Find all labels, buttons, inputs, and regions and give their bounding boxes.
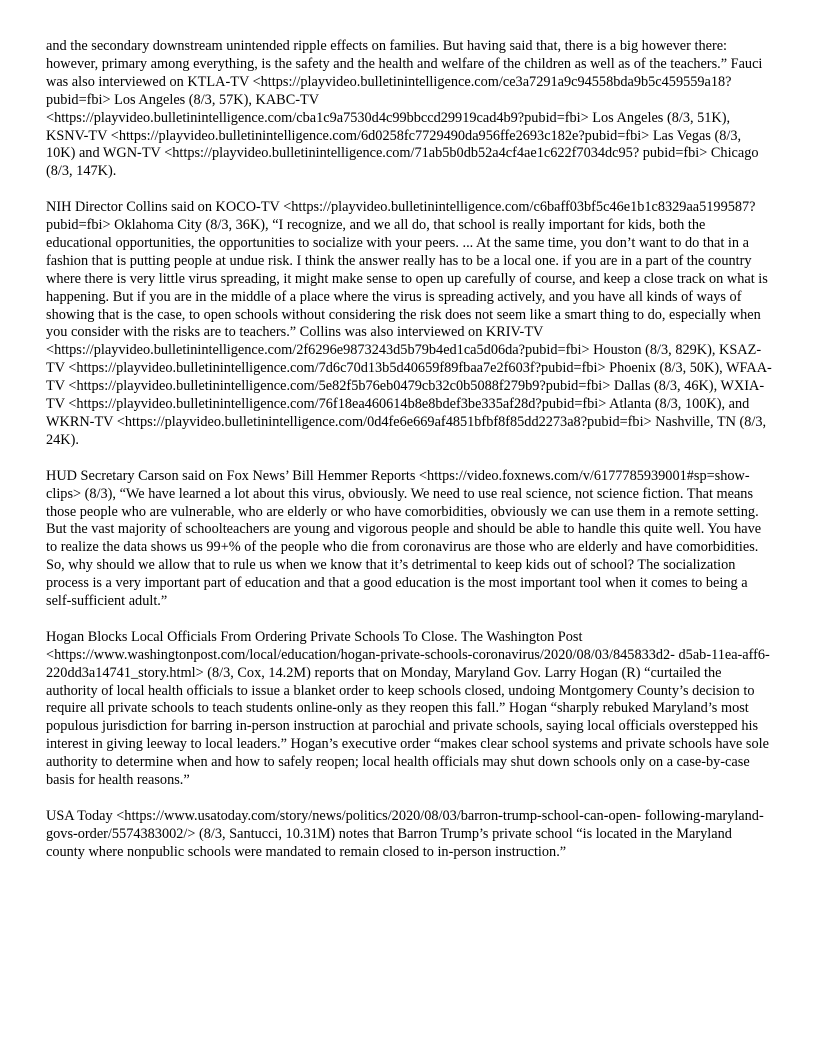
text-line: <https://playvideo.bulletinintelligence.com/ce3a7291a9c94558bda9b5c459559a18?pubid=fbi> Los Angeles (8/3, (46, 73, 732, 108)
text-line: <https://playvideo.bulletinintelligence.com/6d0258fc7729490da956ffe2693c182e?pubid=fbi> Las Vegas (8/3, (110, 127, 742, 144)
text-line: the teachers.” Fauci was also interviewed on KTLA-TV (46, 55, 763, 90)
text-line: reopen this fall.” Hogan “sharply rebuked Maryland’s most populous jurisdiction for barring in-person (46, 700, 749, 735)
text-line: (8/3, 24K). (46, 414, 767, 448)
text-line: opportunities, the opportunities to socialize with your peers. ... At the same time, you don’t want to do that in a (115, 234, 749, 251)
text-line: fashion that is putting people at undue risk. I think the answer really has to be a local one. if you are in a part of (46, 252, 687, 269)
text-line: Los Angeles (8/3, 51K), KSNV-TV (46, 109, 731, 144)
text-line: 57K), KABC-TV <https://playvideo.bulletinintelligence.com/cba1c9a7530d4c99bbccd29919cad4b9?pubid=fbi> (46, 91, 593, 126)
text-line: elderly or who have comorbidities, obviously we can use them in a remote setting. But the vast majority of (46, 503, 759, 538)
paragraph-carson-quote (46, 468, 774, 611)
text-line: 10K) and WGN-TV <https://playvideo.bulletinintelligence.com/71ab5b0db52a4cf4ae1c622f7034dc95? (46, 145, 640, 162)
text-line: undoing Montgomery County’s decision to require all private schools to teach students online-only as they (46, 682, 755, 717)
text-line: 829K), KSAZ-TV <https://playvideo.bulletinintelligence.com/7d6c70d13b5d40659f89fbaa7e2f603f?pubid=fbi> (46, 342, 762, 377)
text-line: comorbidities. So, why should we allow that to rule us when we know that it’s detrimental to keep kids out of (46, 539, 759, 574)
text-line: Atlanta (8/3, 100K), and WKRN-TV (46, 396, 750, 431)
text-line: and the secondary downstream unintended ripple effects on families. But having said that, there is a big however (46, 38, 695, 54)
text-line: Phoenix (8/3, 50K), WFAA-TV (46, 360, 772, 395)
text-line: <https://video.foxnews.com/v/6177785939001#sp=show-clips> (8/3), “We have learned a lot about this virus, (46, 467, 750, 502)
text-line: pubid=fbi> Chicago (8/3, 147K). (46, 145, 759, 180)
text-line: HUD Secretary Carson said on Fox News’ Bill Hemmer Reports (46, 467, 419, 484)
text-line: instruction.” (495, 843, 567, 860)
paragraph-collins-quote (46, 199, 774, 450)
document-page (46, 38, 774, 862)
text-line: 46K), WXIA-TV <https://playvideo.bulletinintelligence.com/76f18ea460614b8e8bdef3be335af28d?pubid=fbi> (46, 378, 765, 413)
text-line: schoolteachers are young and vigorous people and should be able to handle this quite well. You have to realize (46, 521, 762, 556)
text-line: “is located in the Maryland county where nonpublic schools were mandated to remain closed to in-person (46, 825, 732, 860)
text-line: d5ab-11ea-aff6-220dd3a14741_story.html> (8/3, Cox, 14.2M) reports that on Monday, Maryland Gov. Larry (46, 646, 770, 681)
text-line: following-maryland-govs-order/5574383002/> (8/3, Santucci, 10.31M) notes that Barron Trump’s private school (46, 807, 764, 842)
text-line: does not seem like a smart thing to do, especially when you consider with the risks are to teachers.” Collins was (46, 306, 761, 341)
text-line: NIH Director Collins said on KOCO-TV (46, 199, 284, 216)
text-line: also interviewed on KRIV-TV (370, 324, 544, 341)
text-line: school? The socialization process is a very important part of education and that a good education is the most (46, 557, 736, 592)
paragraph-hogan-washington-post (46, 629, 774, 790)
text-line: the country where there is very little virus spreading, it might make sense to open up carefully of course, and (46, 252, 752, 287)
text-line: (8/3, 36K), “I recognize, and we all do, that school is really important for kids, both the educational (46, 217, 706, 251)
text-line: obviously. We need to use real science, not science fiction. That means those people who are vulnerable, who are (46, 485, 754, 520)
text-line: local leaders.” Hogan’s executive order “makes clear school systems and private schools have sole authority to (46, 736, 769, 771)
text-line: instruction at parochial and private schools, saying local officials overstepped his interest in giving leeway to (46, 718, 759, 753)
text-line: the data shows us 99+% of the people who die from coronavirus are those who are elderly and have (102, 539, 677, 556)
text-line: keep a close track on what is happening. But if you are in the middle of a place where the virus is spreading (46, 270, 768, 305)
text-line: USA Today <https://www.usatoday.com/story/news/politics/2020/08/03/barron-trump-school-can-open- (46, 807, 642, 824)
text-line: Hogan Blocks Local Officials From Ordering Private Schools To Close. The Washington Post (46, 628, 583, 645)
text-line: determine when and how to safely reopen; local health officials may shut down schools only on a case-by-case (115, 754, 750, 771)
text-line: <https://playvideo.bulletinintelligence.com/5e82f5b76eb0479cb32c0b5088f279b9?pubid=fbi> Dallas (8/3, (68, 378, 685, 395)
text-line: <https://playvideo.bulletinintelligence.com/c6baff03bf5c46e1b1c8329aa5199587?pubid=fbi> Oklahoma City (46, 199, 756, 234)
text-line: important tool when it comes to being a self-sufficient adult.” (46, 575, 748, 610)
text-line: there: however, primary among everything, is the safety and the health and welfare of the children as well as of (46, 38, 728, 72)
text-line: <https://playvideo.bulletinintelligence.com/0d4fe6e669af4851bfbf8f85dd2273a8?pubid=fbi> Nashville, TN (116, 414, 740, 431)
paragraph-usa-today (46, 808, 774, 862)
text-line: Hogan (R) “curtailed the authority of local health officials to issue a blanket order to keep schools closed, (46, 664, 722, 699)
text-line: actively, and you have all kinds of ways of showing that is the case, to open schools without considering the risk (46, 288, 742, 323)
text-line: basis for health reasons.” (46, 772, 190, 789)
text-line: <https://playvideo.bulletinintelligence.com/2f6296e9873243d5b79b4ed1ca5d06da?pubid=fbi> Houston (8/3, (46, 342, 676, 359)
paragraph-fauci-continuation (46, 38, 774, 181)
text-line: <https://www.washingtonpost.com/local/education/hogan-private-schools-coronavirus/2020/08/03/845833d2- (46, 646, 675, 663)
